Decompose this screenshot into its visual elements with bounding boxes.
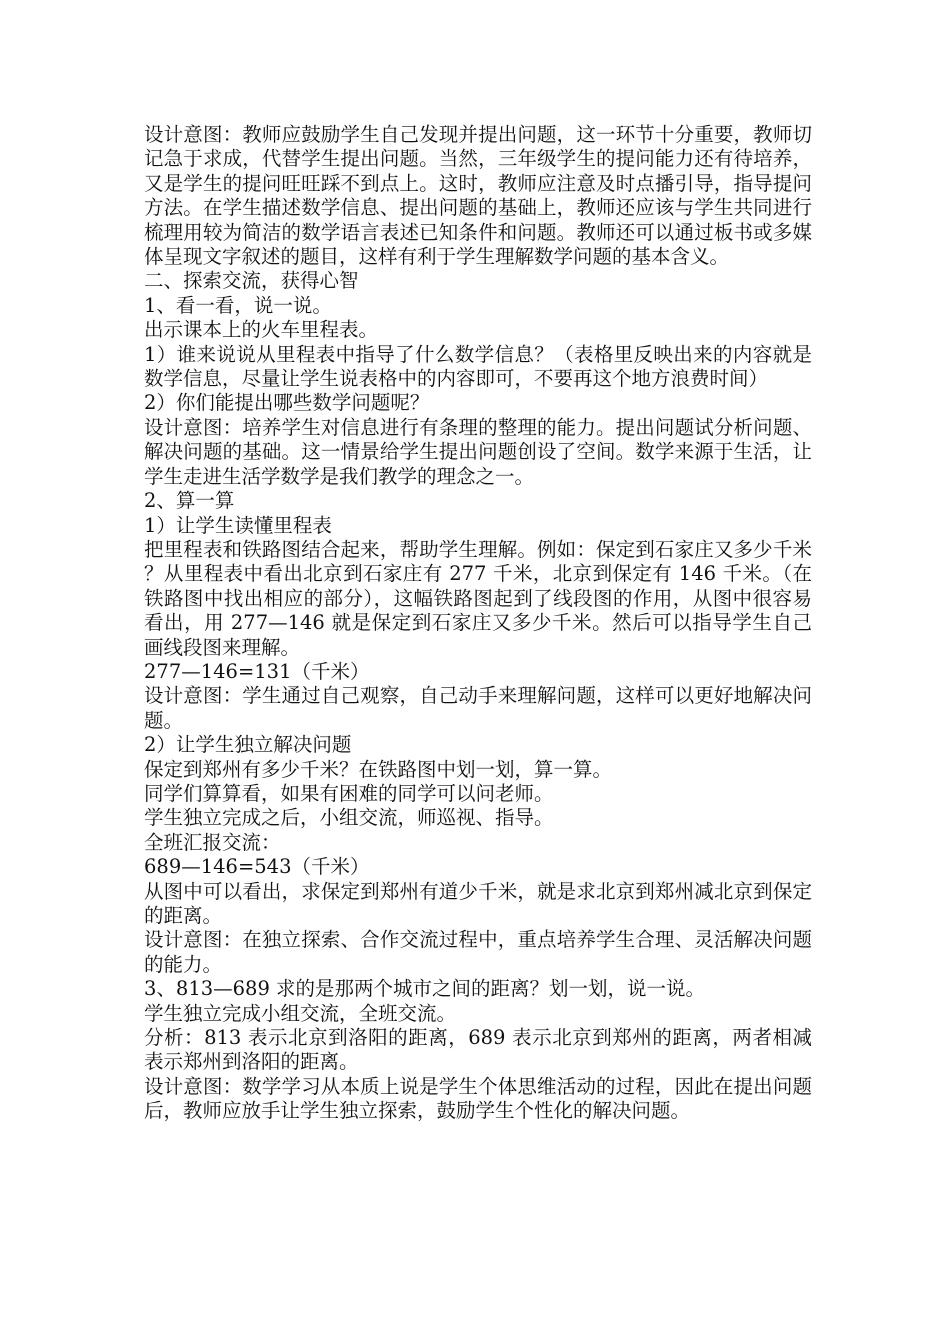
- analysis-paragraph: 分析：813 表示北京到洛阳的距离，689 表示北京到郑州的距离，两者相减表示郑州到洛阳的距离。: [144, 1026, 812, 1074]
- body-paragraph: 出示课本上的火车里程表。: [144, 318, 379, 342]
- sub-step-heading: 1）让学生读懂里程表: [144, 513, 332, 537]
- equation-line: 277—146=131（千米）: [144, 659, 370, 683]
- design-intent-paragraph: 设计意图：培养学生对信息进行有条理的整理的能力。提出问题试分析问题、解决问题的基础。这一情景给学生提出问题创设了空间。数学来源于生活，让学生走进生活学数学是我们教学的理念之一。: [144, 415, 812, 488]
- design-intent-paragraph: 设计意图：教师应鼓励学生自己发现并提出问题，这一环节十分重要，教师切记急于求成，代替学生提出问题。当然，三年级学生的提问能力还有待培养，又是学生的提问旺旺踩不到点上。这时，教师应注意及时点播引导，指导提问方法。在学生描述数学信息、提出问题的基础上，教师还应该与学生共同进行梳理用较为简洁的数学语言表述已知条件和问题。教师还可以通过板书或多媒体呈现文字叙述的题目，这样有利于学生理解数学问题的基本含义。: [144, 123, 812, 269]
- step-heading: 2、算一算: [144, 489, 235, 513]
- question-paragraph: 1）谁来说说从里程表中指导了什么数学信息？（表格里反映出来的内容就是数学信息，尽量让学生说表格中的内容即可，不要再这个地方浪费时间）: [144, 342, 812, 391]
- body-paragraph: 从图中可以看出，求保定到郑州有道少千米，就是求北京到郑州减北京到保定的距离。: [144, 879, 812, 927]
- body-paragraph: 学生独立完成之后，小组交流，师巡视、指导。: [144, 806, 554, 830]
- design-intent-paragraph: 设计意图：数学学习从本质上说是学生个体思维活动的过程，因此在提出问题后，教师应放手让学生独立探索，鼓励学生个性化的解决问题。: [144, 1074, 812, 1123]
- design-intent-paragraph: 设计意图：学生通过自己观察，自己动手来理解问题，这样可以更好地解决问题。: [144, 684, 812, 732]
- section-heading: 二、探索交流，获得心智: [144, 269, 359, 293]
- question-paragraph: 2）你们能提出哪些数学问题呢？: [144, 391, 430, 415]
- design-intent-paragraph: 设计意图：在独立探索、合作交流过程中，重点培养学生合理、灵活解决问题的能力。: [144, 928, 812, 976]
- body-paragraph: 把里程表和铁路图结合起来，帮助学生理解。例如：保定到石家庄又多少千米？从里程表中看出北京到石家庄有 277 千米，北京到保定有 146 千米。（在铁路图中找出相应的部分），这幅铁路图起到了线段图的作用，从图中很容易看出，用 277—146 就是保定到石家庄又多少千米。然后可以指导学生自己画线段图来理解。: [144, 537, 812, 659]
- equation-line: 689—146=543（千米）: [144, 855, 370, 879]
- body-paragraph: 同学们算算看，如果有困难的同学可以问老师。: [144, 781, 554, 805]
- body-paragraph: 保定到郑州有多少千米？在铁路图中划一划，算一算。: [144, 757, 613, 781]
- body-paragraph: 全班汇报交流：: [144, 830, 281, 854]
- document-body: [144, 123, 812, 1124]
- sub-step-heading: 2）让学生独立解决问题: [144, 733, 352, 757]
- step-heading: 1、看一看，说一说。: [144, 293, 332, 317]
- step-heading: 3、813—689 求的是那两个城市之间的距离？划一划，说一说。: [144, 977, 706, 1001]
- body-paragraph: 学生独立完成小组交流，全班交流。: [144, 1001, 457, 1025]
